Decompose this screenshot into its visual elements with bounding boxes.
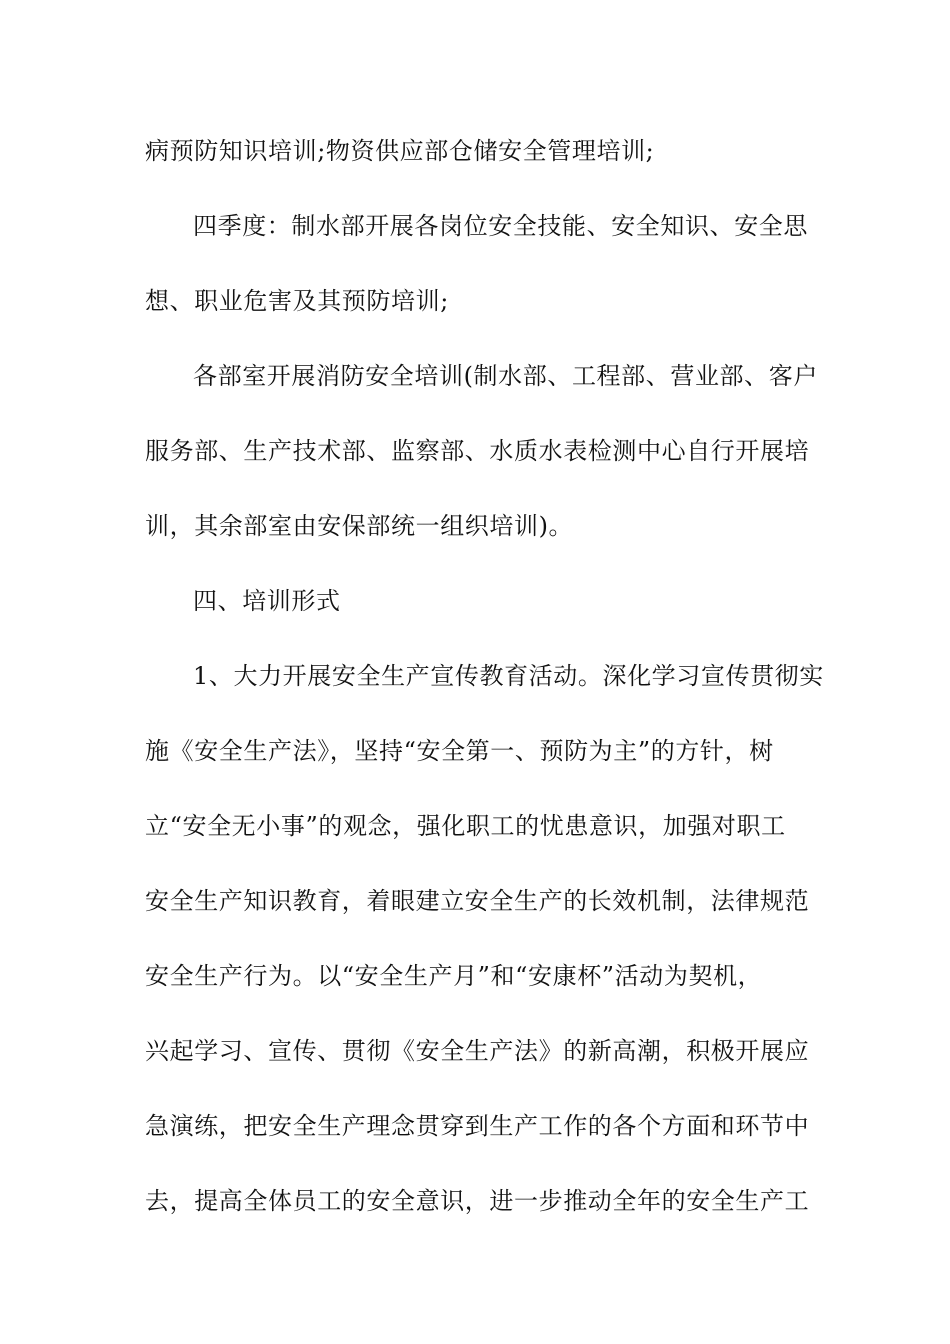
text-line: 施《安全生产法》，坚持“安全第一、预防为主”的方针，树 [145, 737, 774, 765]
text-line: 想、职业危害及其预防培训; [145, 287, 449, 315]
text-line: 兴起学习、宣传、贯彻《安全生产法》的新高潮，积极开展应 [145, 1037, 810, 1065]
text-line: 四季度：制水部开展各岗位安全技能、安全知识、安全思 [193, 212, 808, 240]
text-line: 急演练，把安全生产理念贯穿到生产工作的各个方面和环节中 [145, 1112, 810, 1140]
text-line: 安全生产知识教育，着眼建立安全生产的长效机制，法律规范 [145, 887, 810, 915]
text-line: 病预防知识培训;物资供应部仓储安全管理培训; [145, 137, 655, 165]
text-line: 训，其余部室由安保部统一组织培训)。 [145, 512, 574, 540]
text-line: 服务部、生产技术部、监察部、水质水表检测中心自行开展培 [145, 437, 810, 465]
text-line: 去，提高全体员工的安全意识，进一步推动全年的安全生产工 [145, 1187, 810, 1215]
text-line: 立“安全无小事”的观念，强化职工的忧患意识，加强对职工 [145, 812, 786, 840]
text-line: 1、大力开展安全生产宣传教育活动。深化学习宣传贯彻实 [193, 662, 824, 690]
section-heading: 四、培训形式 [193, 587, 341, 615]
text-line: 安全生产行为。以“安全生产月”和“安康杯”活动为契机， [145, 962, 763, 990]
text-line: 各部室开展消防安全培训(制水部、工程部、营业部、客户 [193, 362, 818, 390]
